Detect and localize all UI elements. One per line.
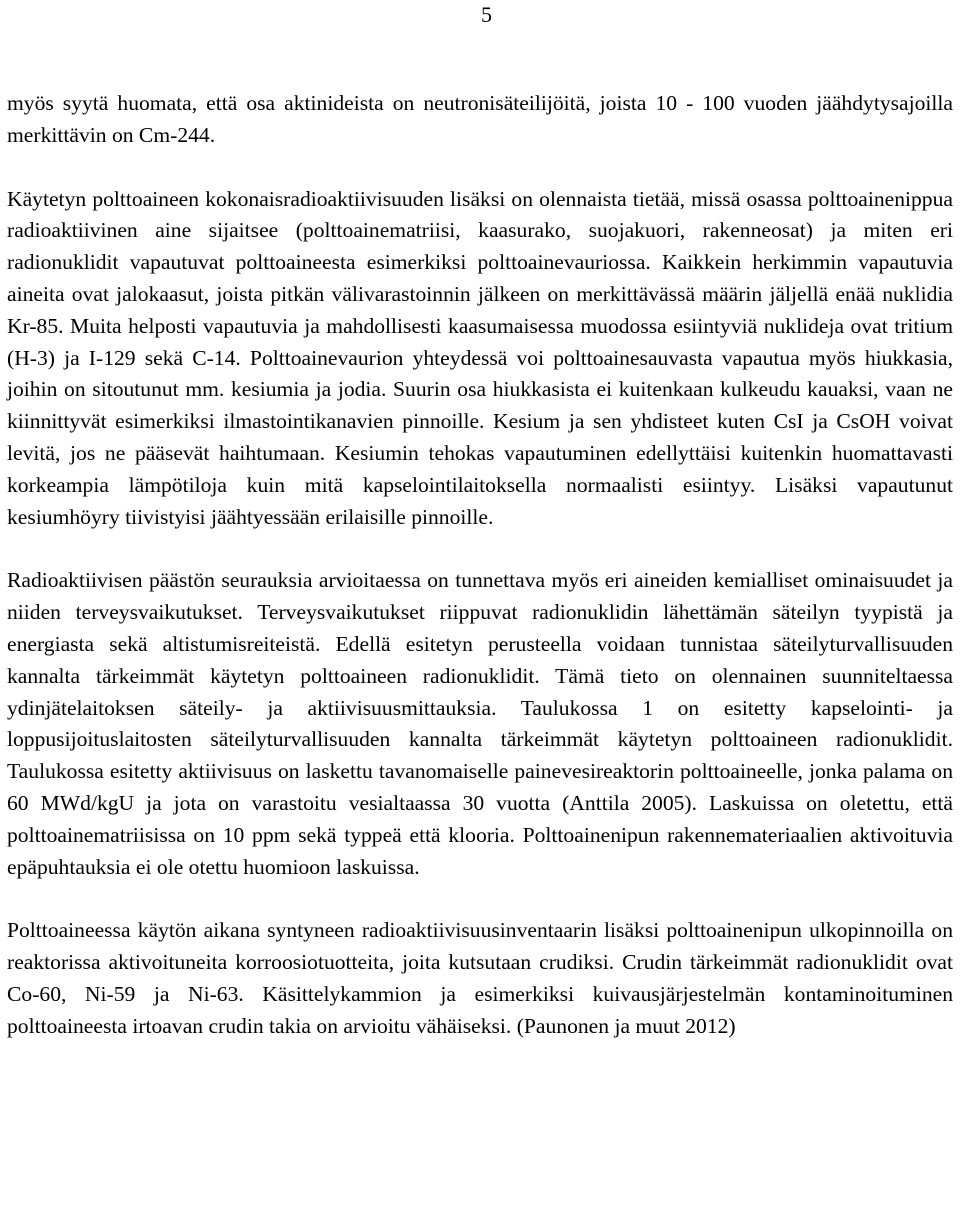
page-number: 5 (481, 2, 492, 27)
paragraph-1: myös syytä huomata, että osa aktinideista on neutronisäteilijöitä, joista 10 - 100 vuoden jäähdytysajoilla merkittävin on Cm-244. (7, 91, 953, 147)
paragraph-3: Radioaktiivisen päästön seurauksia arvioitaessa on tunnettava myös eri aineiden kemialliset ominaisuudet ja niiden terveysvaikutukset. Terveysvaikutukset riippuvat radionuklidin lähettämän säteilyn tyypistä ja energiasta sekä altistumisreiteistä. Edellä esitetyn perusteella voidaan tunnistaa säteilyturvallisuuden kannalta tärkeimmät käytetyn polttoaineen radionuklidit. Tämä tieto on olennainen suunniteltaessa ydinjätelaitoksen säteily- ja aktiivisuusmittauksia. Taulukossa 1 on esitetty kapselointi- ja loppusijoituslaitosten säteilyturvallisuuden kannalta tärkeimmät käytetyn polttoaineen radionuklidit. Taulukossa esitetty aktiivisuus on laskettu tavanomaiselle painevesireaktorin polttoaineelle, jonka palama on 60 MWd/kgU ja jota on varastoitu vesialtaassa 30 vuotta (Anttila 2005). Laskuissa on oletettu, että polttoainematriisissa on 10 ppm sekä typpeä että klooria. Polttoainenipun rakennemateriaalien aktivoituvia epäpuhtauksia ei ole otettu huomioon laskuissa. (7, 568, 953, 879)
paragraph-4: Polttoaineessa käytön aikana syntyneen radioaktiivisuusinventaarin lisäksi polttoainenipun ulkopinnoilla on reaktorissa aktivoituneita korroosiotuotteita, joita kutsutaan crudiksi. Crudin tärkeimmät radionuklidit ovat Co-60, Ni-59 ja Ni-63. Käsittelykammion ja esimerkiksi kuivausjärjestelmän kontaminoituminen polttoaineesta irtoavan crudin takia on arvioitu vähäiseksi. (Paunonen ja muut 2012) (7, 918, 953, 1038)
document-body (7, 88, 953, 1043)
paragraph-2: Käytetyn polttoaineen kokonaisradioaktiivisuuden lisäksi on olennaista tietää, missä osassa polttoainenippua radioaktiivinen aine sijaitsee (polttoainematriisi, kaasurako, suojakuori, rakenneosat) ja miten eri radionuklidit vapautuvat polttoaineesta esimerkiksi polttoainevauriossa. Kaikkein herkimmin vapautuvia aineita ovat jalokaasut, joista pitkän välivarastoinnin jälkeen on merkittävässä määrin jäljellä enää nuklidia Kr-85. Muita helposti vapautuvia ja mahdollisesti kaasumaisessa muodossa esiintyviä nuklideja ovat tritium (H-3) ja I-129 sekä C-14. Polttoainevaurion yhteydessä voi polttoainesauvasta vapautua myös hiukkasia, joihin on sitoutunut mm. kesiumia ja jodia. Suurin osa hiukkasista ei kuitenkaan kulkeudu kauaksi, vaan ne kiinnittyvät esimerkiksi ilmastointikanavien pinnoille. Kesium ja sen yhdisteet kuten CsI ja CsOH voivat levitä, jos ne pääsevät haihtumaan. Kesiumin tehokas vapautuminen edellyttäisi kuitenkin huomattavasti korkeampia lämpötiloja kuin mitä kapselointilaitoksella normaalisti esiintyy. Lisäksi vapautunut kesiumhöyry tiivistyisi jäähtyessään erilaisille pinnoille. (7, 186, 953, 529)
